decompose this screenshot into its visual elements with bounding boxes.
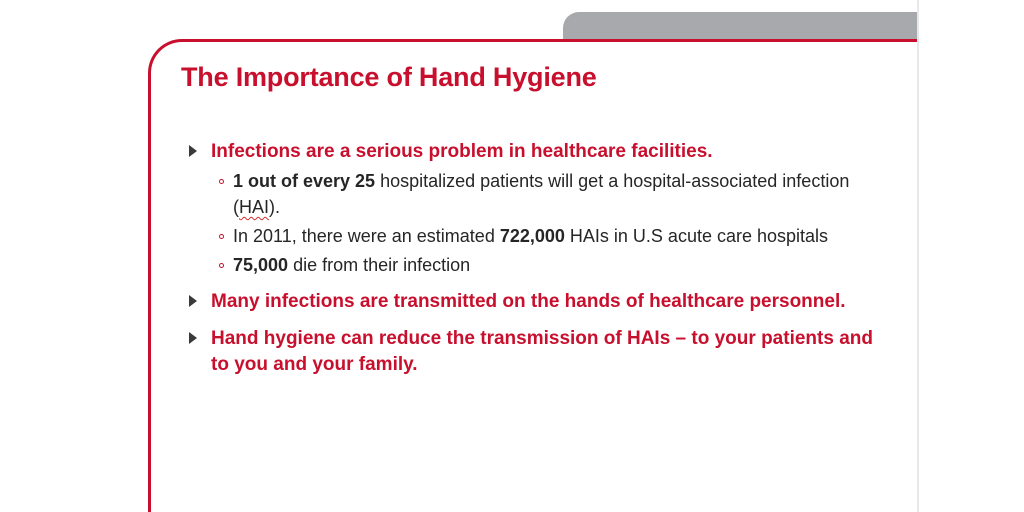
sub-bullet-item [211, 223, 886, 249]
triangle-bullet-icon [189, 332, 197, 344]
triangle-bullet-icon [189, 145, 197, 157]
sub-bullet-item [211, 168, 886, 220]
sub-bullet-item [211, 252, 886, 278]
bullet-text: Many infections are transmitted on the hands of healthcare personnel. [211, 291, 846, 312]
triangle-bullet-icon [189, 295, 197, 307]
bullet-item [186, 289, 886, 315]
sub-bullet-text: In 2011, there were an estimated [233, 226, 500, 246]
ring-bullet-icon [219, 179, 224, 184]
slide-right-edge [917, 0, 919, 512]
ring-bullet-icon [219, 234, 224, 239]
stat-highlight: 722,000 [499, 226, 565, 246]
spellcheck-flagged-word: HAI [239, 197, 270, 217]
slide-title: The Importance of Hand Hygiene [181, 62, 597, 92]
bullet-list [186, 139, 886, 389]
sub-bullet-text: hospitalized patients will get a hospital-associated infection ( [233, 171, 850, 217]
sub-bullet-text: ). [269, 197, 281, 217]
bullet-text: Infections are a serious problem in healthcare facilities. [211, 141, 713, 162]
stat-highlight: 1 out of every 25 [233, 171, 376, 191]
bullet-item [186, 139, 886, 278]
sub-bullet-text: die from their infection [288, 255, 471, 275]
sub-bullet-list [211, 168, 886, 278]
ring-bullet-icon [219, 263, 224, 268]
bullet-text: Hand hygiene can reduce the transmission of HAIs – to your patients and to you and your family. [211, 328, 873, 375]
sub-bullet-text: HAIs in U.S acute care hospitals [564, 226, 829, 246]
bullet-item [186, 326, 886, 378]
stat-highlight: 75,000 [233, 255, 289, 275]
